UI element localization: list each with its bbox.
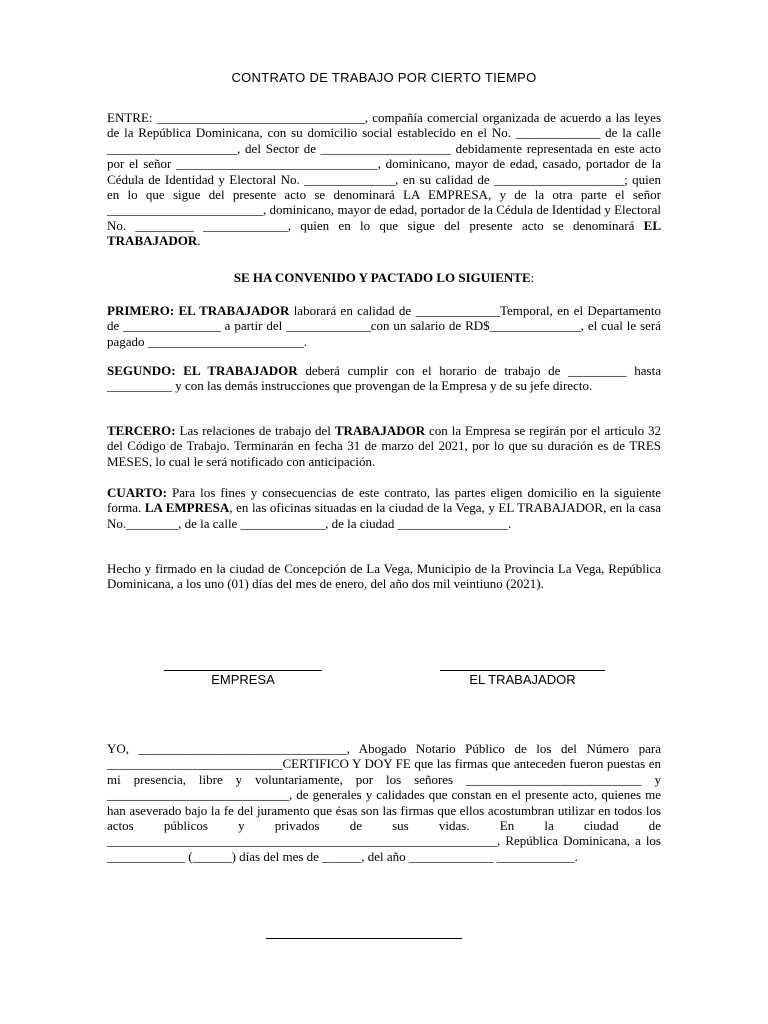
tercero-bold: TRABAJADOR: [334, 423, 426, 438]
cuarto-text-1: Para los fines y consecuencias de este contrato, las partes eligen domicilio en la siguiente forma.: [107, 485, 661, 516]
convenido-end: :: [530, 270, 535, 285]
hecho-text: Hecho y firmado en la ciudad de Concepción de La Vega, Municipio de la Provincia La Vega, República Dominicana, a los uno (01) días del mes de enero, del año dos mil veintiuno (2021).: [107, 561, 661, 592]
entre-text: ENTRE: ________________________________, compañía comercial organizada de acuerdo a las leyes de la República Dominicana, con su domicilio social establecido en el No. _____________ de la calle ____________________, del Sector de ____________________ debidamente representada en este acto por el señor _______________________________, dominicano, mayor de edad, casado, portador de la Cédula de Identidad y Electoral No. ______________, en su calidad de ____________________; quien en lo que sigue del presente acto se denominará LA EMPRESA, y de la otra parte el señor ________________________, dominicano, mayor de edad, portador de la Cédula de Identidad y Electoral No. _________ _____________, quien en lo que sigue del presente acto se denominará: [107, 110, 661, 233]
document-title: CONTRATO DE TRABAJO POR CIERTO TIEMPO: [231, 70, 537, 85]
signature-line-notario: [266, 938, 462, 939]
tercero-text-2: con la Empresa se regirán por el articulo 32 del Código de Trabajo. Terminarán en fecha 31 de marzo del 2021, por lo que su duración es de TRES MESES, lo cual le será notificado con anticipación.: [107, 423, 662, 469]
convenido-heading: SE HA CONVENIDO Y PACTADO LO SIGUIENTE: [233, 270, 531, 285]
cuarto-bold: LA EMPRESA: [144, 500, 230, 516]
clause-hecho: [107, 561, 661, 592]
segundo-text: deberá cumplir con el horario de trabajo de _________ hasta __________ y con las demás instrucciones que provengan de la Empresa y de su jefe directo.: [107, 363, 661, 394]
tercero-label: TERCERO:: [107, 423, 176, 438]
clause-notario: [107, 741, 661, 864]
entre-end: .: [197, 233, 201, 249]
primero-text: laborará en calidad de _____________Temporal, en el Departamento de _______________ a partir del _____________con un salario de RD$______________, el cual le será pagado ________________________.: [107, 303, 661, 349]
signature-label-empresa: EMPRESA: [211, 672, 275, 687]
entre-bold: EL TRABAJADOR: [107, 217, 662, 249]
signature-line-empresa: [164, 670, 322, 671]
clause-cuarto: [107, 485, 661, 531]
tercero-text-1: Las relaciones de trabajo del: [175, 423, 335, 438]
clause-entre: [107, 110, 661, 249]
signature-line-trabajador: [440, 670, 605, 671]
clause-tercero: [107, 423, 661, 469]
cuarto-text-2: , en las oficinas situadas en la ciudad de la Vega, y EL TRABAJADOR, en la casa No.________, de la calle _____________, de la ciudad _________________.: [107, 500, 662, 531]
primero-label: PRIMERO: EL TRABAJADOR: [107, 303, 290, 318]
clause-primero: [107, 303, 661, 349]
signature-label-trabajador: EL TRABAJADOR: [469, 672, 576, 687]
segundo-label: SEGUNDO: EL TRABAJADOR: [107, 363, 298, 378]
cuarto-label: CUARTO:: [107, 485, 167, 500]
clause-segundo: [107, 363, 661, 394]
section-heading: [107, 270, 661, 285]
notario-text: YO, ________________________________, Abogado Notario Público de los del Número para ___________________________CERTIFICO Y DOY FE que las firmas que anteceden fueron puestas en mi presencia, libre y voluntariamente, por los señores ___________________________ y ____________________________, de generales y calidades que constan en el presente acto, quienes me han aseverado bajo la fe del juramento que ésas son las firmas que ellos acostumbran utilizar en todos los actos públicos y privados de sus vidas. En la ciudad de ____________________________________________________________, República Dominicana, a los ____________ (______) días del mes de ______, del año _____________ ____________.: [107, 741, 661, 864]
